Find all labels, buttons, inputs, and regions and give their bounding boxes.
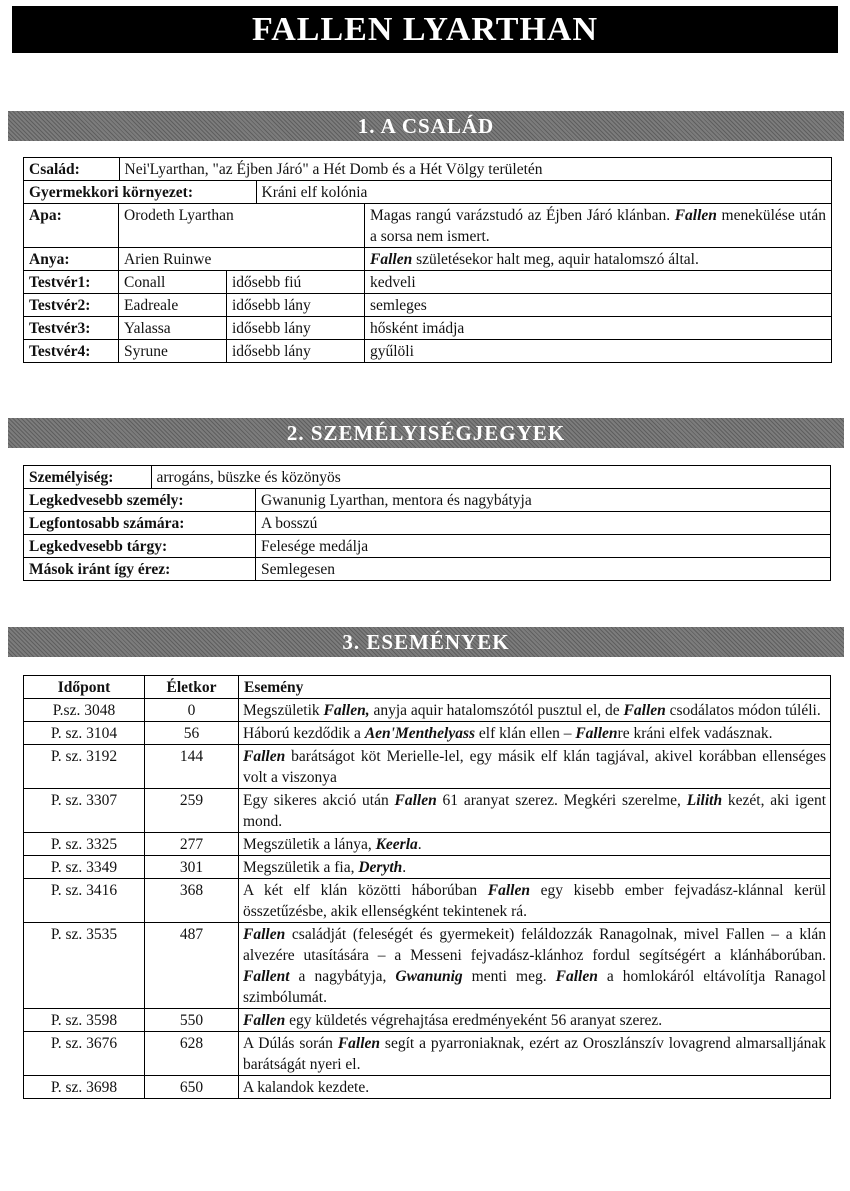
event-text: Egy sikeres akció után [243, 792, 395, 809]
event-text: segít a pyarroniaknak, ezért az Oroszlánszív lovagrend almarsalljának barátságát nyeri el. [243, 1035, 826, 1073]
event-emphasis: Lilith [686, 792, 723, 809]
event-description [239, 699, 831, 722]
event-row [24, 923, 831, 1009]
events-table [23, 675, 831, 1099]
event-emphasis: Fallen [243, 748, 286, 765]
event-emphasis: Fallen [243, 926, 286, 943]
mother-label: Anya: [24, 248, 119, 271]
event-row [24, 745, 831, 789]
event-date: P. sz. 3698 [24, 1076, 145, 1099]
sibling-row [24, 294, 832, 317]
event-date: P. sz. 3535 [24, 923, 145, 1009]
event-emphasis: Deryth [358, 859, 403, 876]
event-text: kezét, aki igent mond. [243, 792, 827, 830]
event-emphasis: Aen'Menthelyass [364, 725, 476, 742]
sibling-relation: idősebb lány [227, 317, 365, 340]
event-age: 259 [145, 789, 239, 833]
event-emphasis: Fallen [243, 1012, 286, 1029]
sibling-row [24, 271, 832, 294]
event-text: a homlokáról eltávolítja Ranagol szimbólumát. [243, 968, 826, 1006]
trait-row [24, 535, 831, 558]
event-age: 0 [145, 699, 239, 722]
event-row [24, 699, 831, 722]
event-date: P. sz. 3307 [24, 789, 145, 833]
event-description [239, 789, 831, 833]
event-row [24, 1032, 831, 1076]
event-emphasis: Fallen [623, 702, 666, 719]
event-text: . [417, 836, 422, 853]
event-age: 550 [145, 1009, 239, 1032]
event-emphasis: Fallen [394, 792, 437, 809]
event-description [239, 923, 831, 1009]
event-date: P.sz. 3048 [24, 699, 145, 722]
event-text: . [402, 859, 407, 876]
section-header-personality: 2. SZEMÉLYISÉGJEGYEK [8, 418, 844, 448]
event-description [239, 1076, 831, 1099]
event-text: Megszületik a lánya, [243, 836, 376, 853]
event-text: Háború kezdődik a [243, 725, 365, 742]
trait-label: Legkedvesebb tárgy: [24, 535, 256, 558]
event-emphasis: Gwanunig [395, 968, 463, 985]
sibling-name: Conall [119, 271, 227, 294]
trait-value: A bosszú [256, 512, 831, 535]
event-text: A két elf klán közötti háborúban [243, 882, 488, 899]
sibling-label: Testvér3: [24, 317, 119, 340]
event-age: 650 [145, 1076, 239, 1099]
event-text: csodálatos módon túléli. [665, 702, 821, 719]
section-header-family: 1. A CSALÁD [8, 111, 844, 141]
event-description [239, 879, 831, 923]
sibling-label: Testvér4: [24, 340, 119, 363]
trait-label: Legfontosabb számára: [24, 512, 256, 535]
event-row [24, 1009, 831, 1032]
event-text: a nagybátyja, [289, 968, 396, 985]
event-text: egy küldetés végrehajtása eredményeként 56 aranyat szerez. [285, 1012, 663, 1029]
event-date: P. sz. 3676 [24, 1032, 145, 1076]
event-emphasis: Fallen [555, 968, 598, 985]
event-date: P. sz. 3325 [24, 833, 145, 856]
father-name: Orodeth Lyarthan [119, 204, 365, 248]
event-row [24, 789, 831, 833]
sibling-label: Testvér1: [24, 271, 119, 294]
mother-name: Arien Ruinwe [119, 248, 365, 271]
event-row [24, 856, 831, 879]
sibling-row [24, 340, 832, 363]
event-text: anyja aquir hatalomszótól pusztul el, de [369, 702, 624, 719]
event-date: P. sz. 3416 [24, 879, 145, 923]
event-description [239, 833, 831, 856]
sibling-name: Eadreale [119, 294, 227, 317]
sibling-attitude: semleges [365, 294, 832, 317]
trait-value: Semlegesen [256, 558, 831, 581]
personality-label: Személyiség: [24, 466, 151, 488]
event-text: 61 aranyat szerez. Megkéri szerelme, [436, 792, 687, 809]
trait-label: Mások iránt így érez: [24, 558, 256, 581]
event-age: 56 [145, 722, 239, 745]
family-row [24, 158, 832, 181]
family-label: Család: [24, 158, 119, 180]
environment-value: Kráni elf kolónia [261, 184, 368, 201]
event-date: P. sz. 3349 [24, 856, 145, 879]
event-age: 368 [145, 879, 239, 923]
event-row [24, 879, 831, 923]
event-emphasis: Fallen, [323, 702, 370, 719]
sibling-relation: idősebb lány [227, 294, 365, 317]
environment-label: Gyermekkori környezet: [24, 181, 256, 203]
event-text: A kalandok kezdete. [243, 1079, 370, 1096]
trait-row [24, 489, 831, 512]
header-date: Időpont [24, 676, 145, 699]
event-emphasis: Fallen [575, 725, 618, 742]
event-text: egy kisebb ember fejvadász-klánnal kerül összetűzésbe, akik ellenségként tekintenek rá. [243, 882, 826, 920]
event-text: Megszületik [243, 702, 324, 719]
environment-row [24, 181, 832, 204]
event-row [24, 833, 831, 856]
personality-table [23, 465, 831, 581]
sibling-label: Testvér2: [24, 294, 119, 317]
event-text: Megszületik a fia, [243, 859, 359, 876]
event-date: P. sz. 3104 [24, 722, 145, 745]
father-row [24, 204, 832, 248]
event-row [24, 1076, 831, 1099]
event-emphasis: Fallen [487, 882, 530, 899]
sibling-attitude: kedveli [365, 271, 832, 294]
family-table [23, 157, 832, 363]
event-text: barátságot köt Merielle-lel, egy másik elf klán tagjával, akivel korábban ellenséges volt a viszonya [243, 748, 826, 786]
event-date: P. sz. 3598 [24, 1009, 145, 1032]
sibling-name: Syrune [119, 340, 227, 363]
event-emphasis: Fallen [337, 1035, 381, 1052]
sibling-name: Yalassa [119, 317, 227, 340]
event-description [239, 1032, 831, 1076]
event-row [24, 722, 831, 745]
header-event: Esemény [239, 676, 831, 699]
sibling-row [24, 317, 832, 340]
trait-row [24, 512, 831, 535]
mother-row [24, 248, 832, 271]
event-text: családját (feleségét és gyermekeit) feláldozzák Ranagolnak, mivel Fallen – a klán alvezére utasítására – a Messeni fejvadász-klánhoz fordul segítségért a klánháborúban. [243, 926, 826, 964]
header-age: Életkor [145, 676, 239, 699]
page-title: FALLEN LYARTHAN [12, 6, 838, 53]
trait-value: Gwanunig Lyarthan, mentora és nagybátyja [256, 489, 831, 512]
event-text: menti meg. [462, 968, 556, 985]
event-description [239, 745, 831, 789]
mother-note: Fallen születésekor halt meg, aquir hatalomszó által. [365, 248, 832, 271]
event-description [239, 856, 831, 879]
section-header-events: 3. ESEMÉNYEK [8, 627, 844, 657]
trait-value: Felesége medálja [256, 535, 831, 558]
trait-row [24, 558, 831, 581]
family-value: Nei'Lyarthan, "az Éjben Járó" a Hét Domb és a Hét Völgy területén [124, 161, 543, 178]
sibling-attitude: hősként imádja [365, 317, 832, 340]
event-age: 277 [145, 833, 239, 856]
trait-label: Legkedvesebb személy: [24, 489, 256, 512]
father-note: Magas rangú varázstudó az Éjben Járó klánban. Fallen menekülése után a sorsa nem ismert. [365, 204, 832, 248]
event-age: 301 [145, 856, 239, 879]
event-emphasis: Fallent [243, 968, 290, 985]
event-age: 487 [145, 923, 239, 1009]
sibling-relation: idősebb lány [227, 340, 365, 363]
event-emphasis: Keerla [375, 836, 418, 853]
event-text: re kráni elfek vadásznak. [617, 725, 773, 742]
sibling-relation: idősebb fiú [227, 271, 365, 294]
event-text: A Dúlás során [243, 1035, 338, 1052]
events-header-row [24, 676, 831, 699]
event-description [239, 1009, 831, 1032]
sibling-attitude: gyűlöli [365, 340, 832, 363]
personality-row [24, 466, 831, 489]
personality-value: arrogáns, büszke és közönyös [156, 469, 341, 486]
event-age: 628 [145, 1032, 239, 1076]
event-age: 144 [145, 745, 239, 789]
father-label: Apa: [24, 204, 119, 248]
event-text: elf klán ellen – [475, 725, 576, 742]
event-description [239, 722, 831, 745]
event-date: P. sz. 3192 [24, 745, 145, 789]
